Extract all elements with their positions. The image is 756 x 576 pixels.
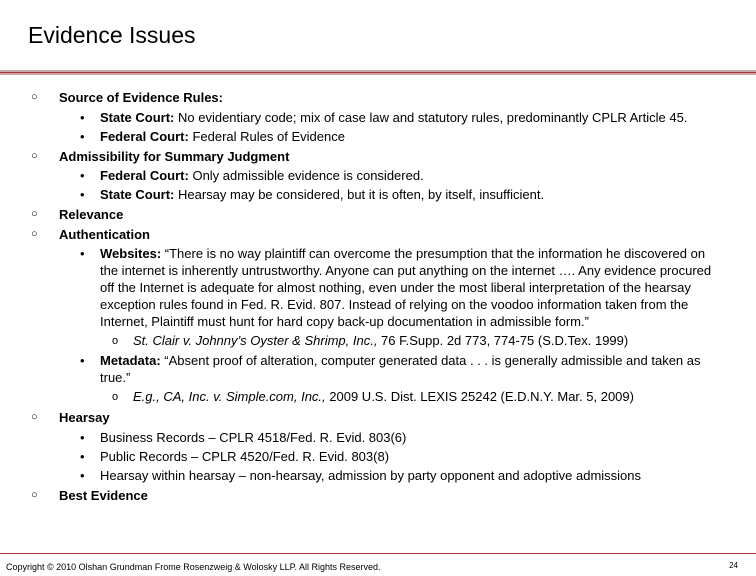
item-heading: Authentication [59, 226, 150, 242]
bullet-icon: • [80, 448, 85, 464]
item-best-evidence [0, 486, 756, 506]
citation-reference: 2009 U.S. Dist. LEXIS 25242 (E.D.N.Y. Mar. 5, 2009) [325, 389, 634, 404]
sub-item-text: Federal Rules of Evidence [188, 128, 345, 144]
citation-case-name: St. Clair v. Johnny’s Oyster & Shrimp, Inc., [133, 333, 378, 348]
sub-item-metadata [0, 352, 756, 386]
sub-item-federal-court [0, 167, 756, 184]
copyright-notice: Copyright © 2010 Olshan Grundman Frome Rosenzweig & Wolosky LLP. All Rights Reserved. [6, 562, 381, 572]
sub-item-hearsay-within-hearsay [0, 467, 756, 484]
sub-item-text: Business Records – CPLR 4518/Fed. R. Evid. 803(6) [100, 429, 407, 445]
sub-item-text: Hearsay within hearsay – non-hearsay, admission by party opponent and adoptive admissions [100, 467, 642, 483]
sub-item-text: Public Records – CPLR 4520/Fed. R. Evid. 803(8) [100, 448, 390, 464]
item-authentication [0, 225, 756, 245]
circle-bullet-icon: ○ [31, 91, 38, 103]
item-heading: Admissibility for Summary Judgment [59, 148, 290, 164]
sub-item-public-records [0, 448, 756, 465]
sub-item-state-court [0, 109, 756, 126]
citation-websites [0, 332, 756, 350]
item-heading: Relevance [59, 207, 124, 222]
page-number: 24 [729, 561, 738, 570]
title-divider-line [0, 72, 756, 73]
sub-item-label: Federal Court: [100, 128, 189, 144]
circle-bullet-icon: ○ [31, 488, 38, 501]
sub-item-text: “Absent proof of alteration, computer generated data . . . is generally admissible and taken as true.” [100, 353, 701, 385]
hollow-bullet-icon: o [112, 335, 119, 347]
sub-item-business-records [0, 429, 756, 446]
item-relevance [0, 205, 756, 225]
citation-case-name: E.g., CA, Inc. v. Simple.com, Inc., [133, 389, 326, 404]
circle-bullet-icon: ○ [31, 149, 38, 162]
sub-item-state-court [0, 186, 756, 203]
circle-bullet-icon: ○ [31, 411, 38, 423]
footer-divider [0, 553, 756, 554]
bullet-icon: • [80, 246, 85, 261]
page-title: Evidence Issues [28, 22, 196, 48]
circle-bullet-icon: ○ [31, 227, 38, 240]
bullet-icon: • [80, 467, 85, 483]
item-hearsay [0, 408, 756, 428]
citation-reference: 76 F.Supp. 2d 773, 774-75 (S.D.Tex. 1999) [377, 333, 629, 348]
bullet-icon: • [80, 429, 85, 445]
sub-item-text: No evidentiary code; mix of case law and statutory rules, predominantly CPLR Article 45. [174, 109, 688, 125]
sub-item-text: Only admissible evidence is considered. [188, 168, 424, 183]
citation-metadata [0, 388, 756, 406]
item-summary-judgment [0, 147, 756, 167]
item-heading: Best Evidence [59, 487, 148, 503]
bullet-icon: • [80, 168, 85, 183]
sub-item-websites [0, 245, 756, 330]
bullet-icon: • [80, 128, 85, 144]
sub-item-label: Websites: [100, 246, 162, 261]
sub-item-text: Hearsay may be considered, but it is often, by itself, insufficient. [174, 187, 545, 202]
sub-item-label: Metadata: [100, 353, 161, 368]
hollow-bullet-icon: o [112, 391, 119, 403]
bullet-icon: • [80, 187, 85, 202]
item-heading: Hearsay [59, 410, 110, 425]
item-source [0, 88, 756, 108]
item-heading: Source of Evidence Rules: [59, 90, 223, 105]
sub-item-text: “There is no way plaintiff can overcome the presumption that the information he discovered on the internet is inherently untrustworthy. Anyone can put anything on the internet …. Any evidence procured off the Internet is adequate for almost nothing, even under the most liberal interpretation of the hearsay exception rules found in Fed. R. Evid. 807. Instead of relying on the voodoo information taken from the Internet, Plaintiff must hunt for hard copy back-up documentation in admissible form.” [100, 246, 712, 329]
footer [0, 553, 756, 576]
bullet-icon: • [80, 109, 85, 125]
sub-item-label: State Court: [100, 109, 175, 125]
circle-bullet-icon: ○ [31, 208, 38, 220]
sub-item-label: Federal Court: [100, 168, 189, 183]
sub-item-federal-court [0, 128, 756, 145]
sub-item-label: State Court: [100, 187, 175, 202]
bullet-icon: • [80, 353, 85, 368]
slide-content [0, 88, 756, 505]
